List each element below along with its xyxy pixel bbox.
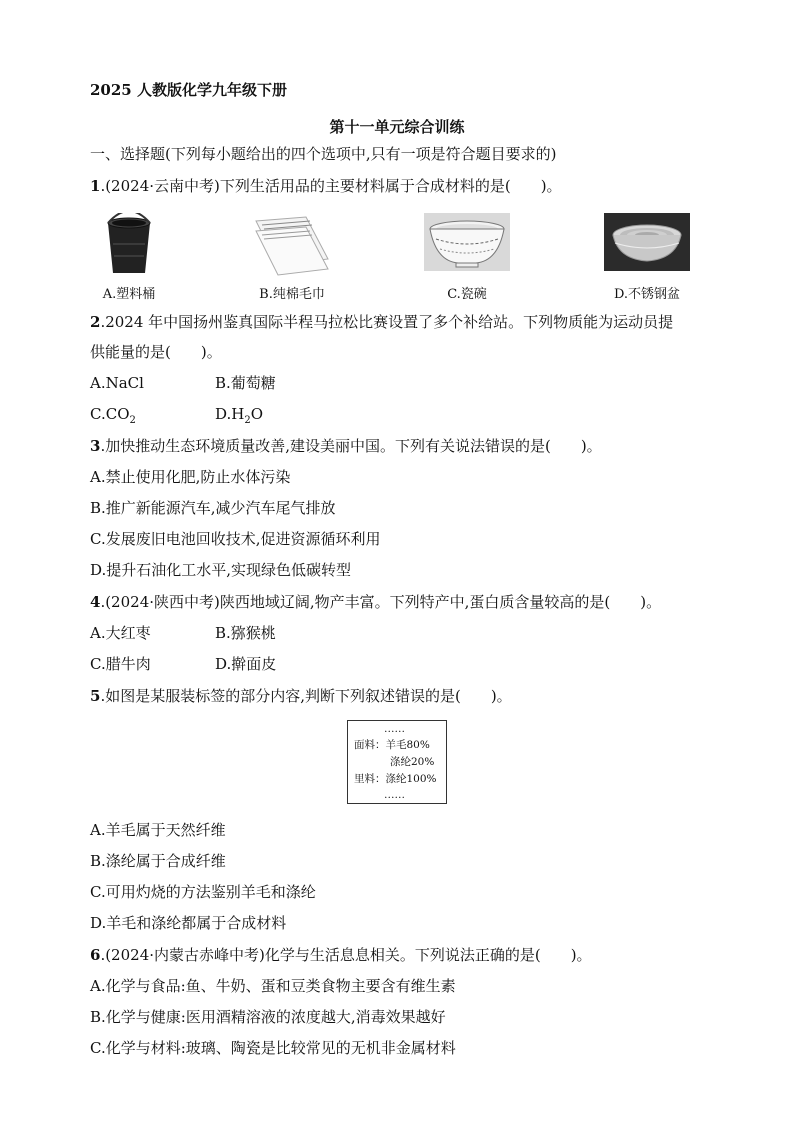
- question-5: [90, 686, 512, 706]
- question-3: [90, 436, 602, 456]
- question-text-continued: 供能量的是( )。: [90, 343, 222, 361]
- option-caption: A.塑料桶: [102, 287, 156, 302]
- option-d-text: D.H: [215, 405, 245, 423]
- cotton-towel-image: [252, 213, 332, 277]
- question-4: [90, 592, 661, 612]
- stainless-basin-image: [604, 213, 690, 271]
- option-d: D.提升石油化工水平,实现绿色低碳转型: [90, 561, 352, 579]
- option-c: C.发展废旧电池回收技术,促进资源循环利用: [90, 530, 381, 548]
- question-text: .(2024·内蒙古赤峰中考)化学与生活息息相关。下列说法正确的是( )。: [100, 946, 592, 964]
- question-number: 3: [90, 437, 101, 455]
- option-a: A.羊毛属于天然纤维: [90, 821, 226, 839]
- option-b: B.化学与健康:医用酒精溶液的浓度越大,消毒效果越好: [90, 1008, 446, 1026]
- question-number: 1: [90, 177, 101, 195]
- porcelain-bowl-image: [424, 213, 510, 271]
- option-d: D.擀面皮: [215, 655, 277, 673]
- option-a: A.化学与食品:鱼、牛奶、蛋和豆类食物主要含有维生素: [90, 977, 456, 995]
- question-text: .(2024·云南中考)下列生活用品的主要材料属于合成材料的是( )。: [100, 177, 562, 195]
- question-6: [90, 945, 592, 965]
- question-text: .2024 年中国扬州鉴真国际半程马拉松比赛设置了多个补给站。下列物质能为运动员提: [100, 313, 674, 331]
- label-ellipsis: ……: [384, 789, 405, 801]
- plastic-bucket-image: [100, 213, 158, 277]
- option-b: B.猕猴桃: [215, 624, 276, 642]
- label-ellipsis: ……: [384, 723, 405, 735]
- clothing-label-figure: [347, 720, 447, 804]
- subscript: 2: [129, 415, 136, 426]
- option-d: [215, 404, 263, 431]
- option-c-text: C.CO: [90, 405, 130, 423]
- option-a: A.大红枣: [90, 624, 151, 642]
- option-c: C.腊牛肉: [90, 655, 151, 673]
- question-number: 4: [90, 593, 101, 611]
- question-number: 6: [90, 946, 101, 964]
- question-text: .如图是某服装标签的部分内容,判断下列叙述错误的是( )。: [100, 687, 512, 705]
- option-caption: C.瓷碗: [447, 287, 487, 302]
- option-d: D.羊毛和涤纶都属于合成材料: [90, 914, 287, 932]
- label-row-fabric: 面料：羊毛80%: [354, 739, 430, 751]
- question-text: .加快推动生态环境质量改善,建设美丽中国。下列有关说法错误的是( )。: [100, 437, 602, 455]
- option-d-text-end: O: [250, 405, 264, 423]
- option-caption: B.纯棉毛巾: [259, 287, 325, 302]
- option-c: C.可用灼烧的方法鉴别羊毛和涤纶: [90, 883, 316, 901]
- option-b: B.推广新能源汽车,减少汽车尾气排放: [90, 499, 336, 517]
- label-row-lining: 里料：涤纶100%: [354, 773, 437, 785]
- option-caption: D.不锈钢盆: [613, 287, 681, 302]
- option-c: [90, 404, 136, 431]
- question-number: 5: [90, 687, 101, 705]
- question-2: [90, 312, 673, 332]
- option-a: A.禁止使用化肥,防止水体污染: [90, 468, 291, 486]
- question-number: 2: [90, 313, 101, 331]
- page-title: 第十一单元综合训练: [329, 118, 465, 136]
- question-text: .(2024·陕西中考)陕西地域辽阔,物产丰富。下列特产中,蛋白质含量较高的是( )。: [100, 593, 662, 611]
- document-header: 2025 人教版化学九年级下册: [90, 81, 287, 99]
- question-1: [90, 176, 562, 196]
- label-row-polyester: 涤纶20%: [390, 756, 435, 768]
- subscript: 2: [244, 415, 251, 426]
- option-a: A.NaCl: [90, 374, 144, 392]
- option-b: B.葡萄糖: [215, 374, 276, 392]
- section-heading: 一、选择题(下列每小题给出的四个选项中,只有一项是符合题目要求的): [90, 145, 557, 163]
- option-b: B.涤纶属于合成纤维: [90, 852, 226, 870]
- option-c: C.化学与材料:玻璃、陶瓷是比较常见的无机非金属材料: [90, 1039, 456, 1057]
